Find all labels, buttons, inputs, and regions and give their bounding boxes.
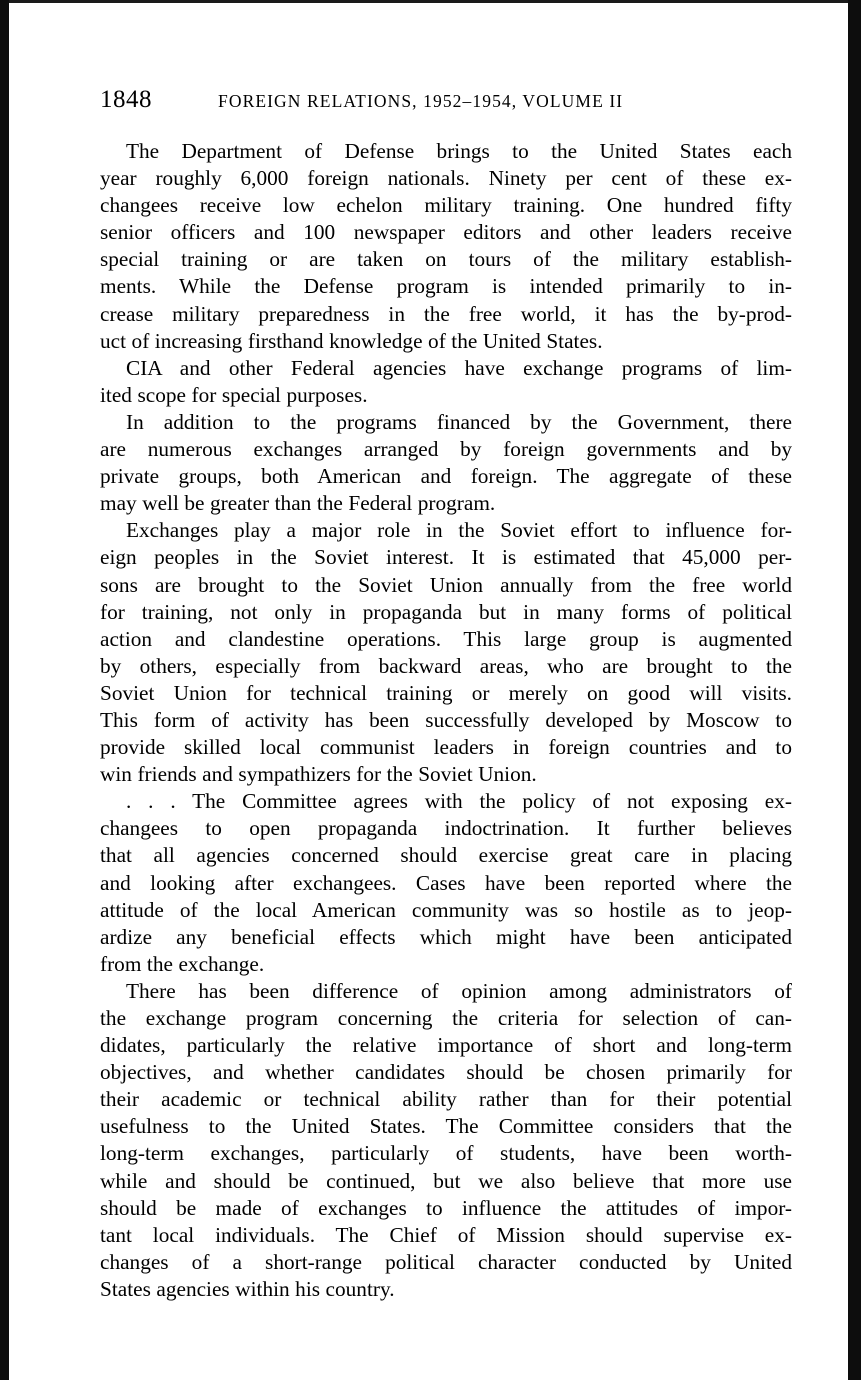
text-line: provide skilled local communist leaders in foreign countries and to	[100, 735, 792, 760]
text-line: long-term exchanges, particularly of students, have been worth-	[100, 1141, 792, 1166]
text-line: win friends and sympathizers for the Soviet Union.	[100, 762, 537, 787]
text-line: for training, not only in propaganda but in many forms of political	[100, 599, 792, 624]
text-line: should be made of exchanges to influence the attitudes of impor-	[100, 1195, 792, 1220]
scan-edge-right	[848, 0, 861, 1380]
text-line: from the exchange.	[100, 951, 265, 976]
text-line: sons are brought to the Soviet Union annually from the free world	[100, 572, 792, 597]
text-line: This form of activity has been successfully developed by Moscow to	[100, 707, 792, 732]
text-line: uct of increasing firsthand knowledge of the United States.	[100, 328, 603, 353]
text-line: special training or are taken on tours of the military establish-	[100, 247, 792, 272]
text-line: action and clandestine operations. This large group is augmented	[100, 626, 792, 651]
text-line: while and should be continued, but we also believe that more use	[100, 1168, 792, 1193]
text-line: that all agencies concerned should exercise great care in placing	[100, 843, 792, 868]
text-line: senior officers and 100 newspaper editors and other leaders receive	[100, 220, 792, 245]
scan-edge-top	[9, 0, 848, 3]
paragraph	[100, 978, 792, 1303]
text-line: and looking after exchangees. Cases have been reported where the	[100, 870, 792, 895]
body-text	[100, 138, 792, 1303]
text-line: tant local individuals. The Chief of Mission should supervise ex-	[100, 1222, 792, 1247]
text-line: usefulness to the United States. The Committee considers that the	[100, 1114, 792, 1139]
text-line: objectives, and whether candidates should be chosen primarily for	[100, 1060, 792, 1085]
scan-edge-left	[0, 0, 9, 1380]
page-content	[100, 86, 792, 1303]
text-line: States agencies within his country.	[100, 1276, 395, 1301]
paragraph	[100, 355, 792, 409]
text-line: year roughly 6,000 foreign nationals. Ninety per cent of these ex-	[100, 166, 792, 191]
running-head	[100, 86, 792, 120]
paragraph	[100, 409, 792, 517]
text-line: crease military preparedness in the free world, it has the by-prod-	[100, 301, 792, 326]
text-line: changees receive low echelon military training. One hundred fifty	[100, 193, 792, 218]
text-line: Exchanges play a major role in the Soviet effort to influence for-	[126, 518, 792, 543]
text-line: attitude of the local American community was so hostile as to jeop-	[100, 897, 792, 922]
text-line: private groups, both American and foreign. The aggregate of these	[100, 464, 792, 489]
text-line: didates, particularly the relative importance of short and long-term	[100, 1033, 792, 1058]
text-line: CIA and other Federal agencies have exchange programs of lim-	[126, 355, 792, 380]
running-head-title: FOREIGN RELATIONS, 1952–1954, VOLUME II	[218, 91, 624, 111]
text-line: changees to open propaganda indoctrination. It further believes	[100, 816, 792, 841]
text-line: There has been difference of opinion among administrators of	[126, 978, 792, 1003]
text-line: In addition to the programs financed by the Government, there	[126, 409, 792, 434]
text-line: by others, especially from backward areas, who are brought to the	[100, 653, 792, 678]
text-line: . . . The Committee agrees with the policy of not exposing ex-	[126, 789, 792, 814]
text-line: may well be greater than the Federal program.	[100, 491, 496, 516]
text-line: their academic or technical ability rather than for their potential	[100, 1087, 792, 1112]
text-line: changes of a short-range political character conducted by United	[100, 1249, 792, 1274]
paragraph	[100, 138, 792, 355]
text-line: ited scope for special purposes.	[100, 382, 368, 407]
text-line: ments. While the Defense program is intended primarily to in-	[100, 274, 792, 299]
text-line: The Department of Defense brings to the United States each	[126, 139, 792, 163]
text-line: eign peoples in the Soviet interest. It is estimated that 45,000 per-	[100, 545, 792, 570]
text-line: Soviet Union for technical training or merely on good will visits.	[100, 680, 792, 705]
paragraph	[100, 788, 792, 978]
text-line: the exchange program concerning the criteria for selection of can-	[100, 1006, 792, 1030]
page-number: 1848	[100, 86, 152, 113]
text-line: are numerous exchanges arranged by foreign governments and by	[100, 437, 792, 462]
paragraph	[100, 517, 792, 788]
text-line: ardize any beneficial effects which might have been anticipated	[100, 924, 792, 949]
